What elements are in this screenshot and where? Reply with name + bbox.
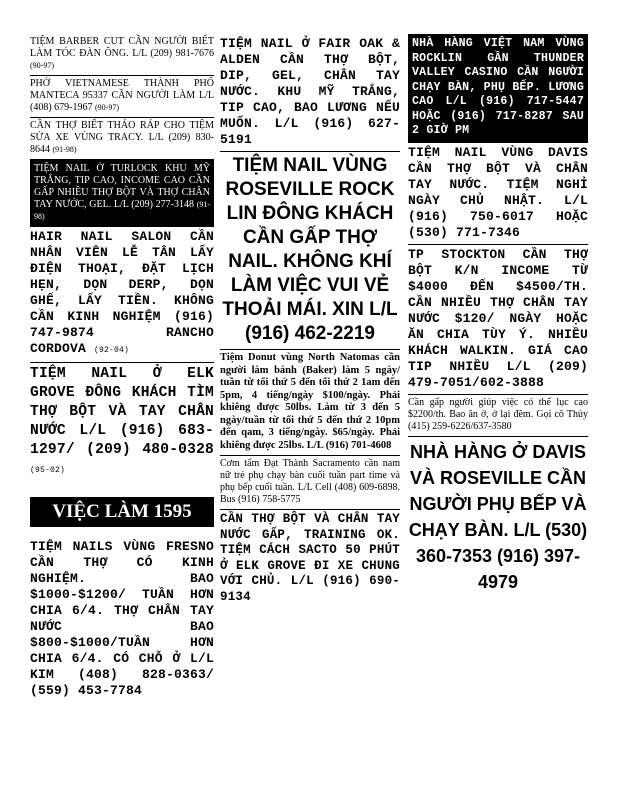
ad-text: HAIR NAIL SALON CẦN NHÂN VIÊN LỄ TÂN LẤY ĐIỆN THOẠI, ĐẶT LỊCH HẸN, DỌN DERP, DỌN GHẾ, LẤY TIỀN. KHÔNG CẦN KINH NGHIỆM (916) 747-9874 RANCHO CORDOVA	[30, 229, 214, 356]
ad-sacto-elk-grove	[220, 510, 400, 608]
ad-text: Tiệm Donut vùng North Natomas cần người làm bánh (Baker) làm 5 ngày/ tuần từ tối thứ 5 đến tối thứ 2 1am đến 5pm, 4 tiếng/ngày $100/ngày. Phải khiêng được 50lbs. Làm từ 3 đến 5 ngày/tuần từ tối thứ 5 đến thứ 2 10pm đến qam, 3 tiếng/ngày. $65/ngày. Phải khiêng được 25lbs. L/L (916) 701-4608	[220, 352, 400, 451]
ad-text: CẦN THỢ BIẾT THÁO RÁP CHO TIỆM SỬA XE VÙNG TRACY. L/L (209) 830-8644	[30, 120, 214, 155]
ad-text: TIỆM BARBER CUT CẦN NGƯỜI BIẾT LÀM TÓC ĐÀN ÔNG. L/L (209) 981-7676	[30, 36, 214, 59]
ad-rancho-cordova-salon	[30, 227, 214, 363]
ad-pho-manteca	[30, 76, 214, 118]
ad-code: (91-98)	[52, 145, 77, 154]
ad-text: NHÀ HÀNG Ở DAVIS VÀ ROSEVILLE CẦN NGƯỜI PHỤ BẾP VÀ CHẠY BÀN. L/L (530) 360-7353 (916) 397-4979	[408, 441, 588, 592]
ad-davis-nail	[408, 143, 588, 245]
ad-text: Cần gấp người giúp việc có thể lục cao $2200/th. Bao ăn ở, ở lại đêm. Gọi cô Thủy (415) 259-6226/637-3580	[408, 396, 588, 432]
ad-com-tam-dat-thanh	[220, 456, 400, 510]
ad-turlock-nail	[30, 160, 214, 227]
ad-text: TIỆM NAIL VÙNG ROSEVILLE ROCK LIN ĐÔNG KHÁCH CẦN GẤP THỢ NAIL. KHÔNG KHÍ LÀM VIỆC VUI VẺ THOẢI MÁI. XIN L/L (916) 462-2219	[222, 155, 398, 344]
column-1	[30, 34, 214, 702]
ad-davis-roseville-restaurant	[408, 437, 588, 598]
ad-housekeeper	[408, 395, 588, 437]
ad-text: PHỞ VIETNAMESE THÀNH PHỐ MANTECA 95337 CẦN NGƯỜI LÀM L/L (408) 679-1967	[30, 78, 214, 113]
ad-tracy-mechanic	[30, 118, 214, 160]
ad-stockton-nail	[408, 245, 588, 395]
ad-code: (95-02)	[30, 466, 66, 475]
column-3	[408, 34, 588, 598]
section-header: VIỆC LÀM 1595	[30, 497, 214, 527]
ad-fair-oak-nail	[220, 34, 400, 152]
ad-text: Cơm tấm Đạt Thành Sacramento cần nam nữ trẻ phụ chạy bàn cuối tuần part time và phụ bếp cuối tuần. L/L Cell (408) 609-6898. Bus (916) 758-5775	[220, 458, 400, 505]
ad-text: TIỆM NAIL Ở ELK GROVE ĐÔNG KHÁCH TÌM THỢ BỘT VÀ TAY CHÂN NƯỚC L/L (916) 683-1297/ (209) 480-0328	[30, 366, 214, 458]
ad-code: (92-04)	[94, 346, 130, 355]
ad-text: NHÀ HÀNG VIỆT NAM VÙNG ROCKLIN GẦN THUNDER VALLEY CASINO CẦN NGƯỜI CHẠY BÀN, PHỤ BẾP. LƯƠNG CAO L/L (916) 717-5447 HOẶC (916) 717-8287 SAU 2 GIỜ PM	[412, 37, 584, 137]
ad-barber-cut	[30, 34, 214, 76]
ad-text: TIỆM NAIL Ở FAIR OAK & ALDEN CẦN THỢ BỘT, DIP, GEL, CHÂN TAY NƯỚC. KHU MỸ TRẮNG, TIP CAO, BAO LƯƠNG NẾU MUỐN. L/L (916) 627-5191	[220, 36, 400, 147]
ad-text: TP STOCKTON CẦN THỢ BỘT K/N INCOME TỪ $4000 ĐẾN $4500/TH. CẦN NHIỀU THỢ CHÂN TAY NƯỚC $120/ NGÀY HOẶC ĂN CHIA TÙY Ý. NHIỀU KHÁCH WALKIN. GIÁ CAO TIP NHIỀU L/L (209) 479-7051/602-3888	[408, 246, 588, 390]
ad-text: CẦN THỢ BỘT VÀ CHÂN TAY NƯỚC GẤP, TRAINING OK. TIỆM CÁCH SACTO 50 PHÚT Ở ELK GROVE ĐI XE CHUNG VỚI CHỦ. L/L (916) 690-9134	[220, 512, 400, 604]
ad-fresno-nails	[30, 537, 214, 702]
ad-code: (90-97)	[95, 103, 119, 112]
column-2	[220, 34, 400, 608]
ad-text: TIỆM NAIL Ở TURLOCK KHU MỸ TRẮNG, TIP CAO, INCOME CAO CẦN GẤP NHIỀU THỢ BỘT VÀ THỢ CHÂN TAY NƯỚC, GEL. L/L (209) 277-3148	[34, 163, 210, 210]
ad-code: (90-97)	[30, 61, 54, 70]
ad-rocklin-restaurant	[408, 34, 588, 143]
ad-donut-natomas	[220, 350, 400, 456]
ad-roseville-nail	[220, 152, 400, 350]
ad-text: TIỆM NAILS VÙNG FRESNO CẦN THỢ CÓ KINH NGHIỆM. BAO $1000-$1200/ TUẦN HƠN CHIA 6/4. THỢ CHÂN TAY NƯỚC BAO $800-$1000/TUẦN HƠN CHIA 6/4. CÓ CHỖ Ở L/L KIM (408) 828-0363/ (559) 453-7784	[30, 539, 214, 698]
ad-code: (91-98)	[34, 200, 211, 221]
ad-elk-grove-nail	[30, 363, 214, 483]
ad-text: TIỆM NAIL VÙNG DAVIS CẦN THỢ BỘT VÀ CHÂN TAY NƯỚC. TIỆM NGHỈ NGÀY CHỦ NHẬT. L/L (916) 750-6017 HOẶC (530) 771-7346	[408, 144, 588, 240]
